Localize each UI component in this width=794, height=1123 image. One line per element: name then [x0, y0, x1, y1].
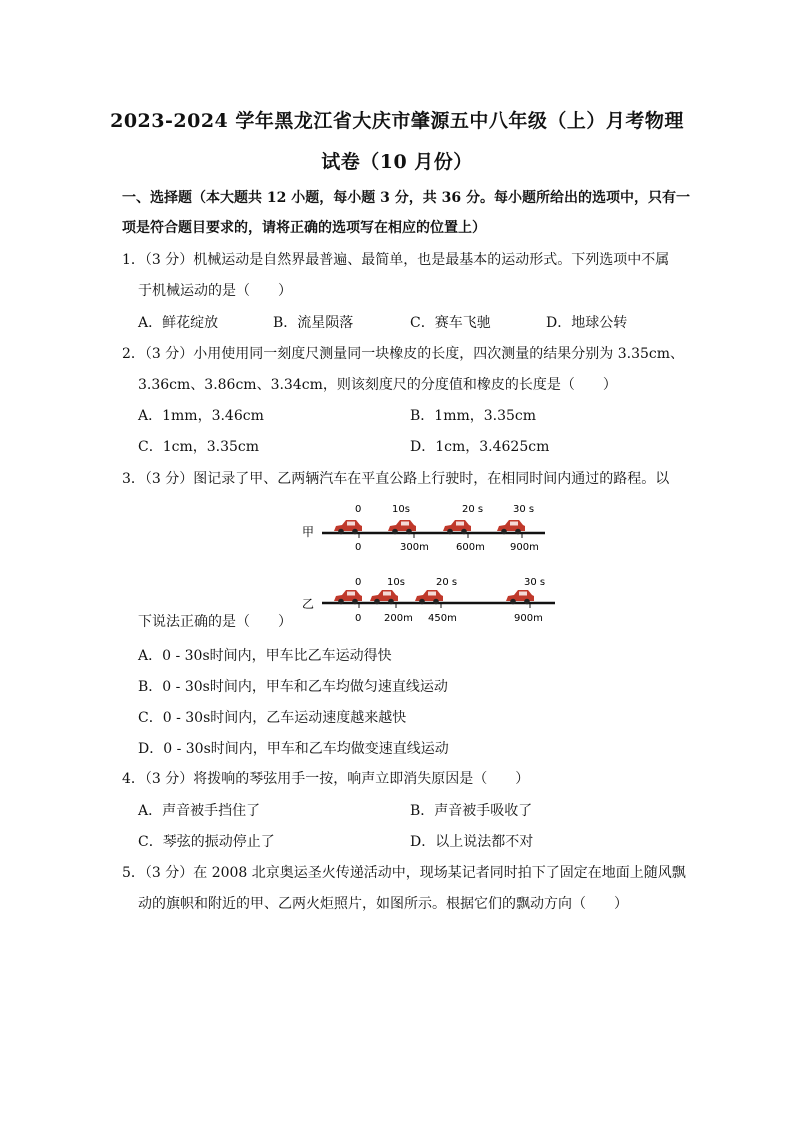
question-1-stem-line1: 1．（3 分）机械运动是自然界最普遍、最简单，也是最基本的运动形式。下列选项中不属 — [122, 252, 670, 268]
section-header-line2: 项是符合题目要求的，请将正确的选项写在相应的位置上） — [122, 220, 486, 236]
question-1-option-a: A．鲜花绽放 — [138, 315, 219, 331]
question-2-stem-line1: 2．（3 分）小用使用同一刻度尺测量同一块橡皮的长度，四次测量的结果分别为 3.35cm、 — [122, 346, 685, 362]
exam-title-line2: 试卷（10 月份） — [321, 151, 473, 173]
jia-dist-900: 900m — [510, 542, 539, 553]
question-3-stem-line1: 3．（3 分）图记录了甲、乙两辆汽车在平直公路上行驶时，在相同时间内通过的路程。以 — [122, 471, 670, 487]
yi-time-30: 30 s — [524, 577, 546, 588]
question-3-option-b: B．0 - 30s时间内，甲车和乙车均做匀速直线运动 — [138, 679, 448, 695]
question-2-option-c: C．1cm，3.35cm — [138, 439, 260, 455]
question-3-option-c: C．0 - 30s时间内，乙车运动速度越来越快 — [138, 710, 407, 726]
question-4-option-b: B．声音被手吸收了 — [410, 803, 533, 819]
question-3-option-a: A．0 - 30s时间内，甲车比乙车运动得快 — [138, 648, 392, 664]
question-4-option-a: A．声音被手挡住了 — [138, 803, 261, 819]
car-motion-figure — [0, 497, 794, 627]
jia-dist-300: 300m — [400, 542, 429, 553]
yi-time-20: 20 s — [436, 577, 458, 588]
jia-time-0: 0 — [355, 504, 362, 515]
jia-time-10: 10s — [392, 504, 410, 515]
exam-title-line1: 2023-2024 学年黑龙江省大庆市肇源五中八年级（上）月考物理 — [110, 110, 684, 132]
question-3-stem-line2: 下说法正确的是（ ） — [138, 614, 292, 630]
yi-time-0: 0 — [355, 577, 362, 588]
question-3-option-d: D．0 - 30s时间内，甲车和乙车均做变速直线运动 — [138, 741, 449, 757]
question-2-option-d: D．1cm，3.4625cm — [410, 439, 550, 455]
section-header-line1: 一、选择题（本大题共 12 小题，每小题 3 分，共 36 分。每小题所给出的选项中，只有一 — [122, 190, 690, 206]
question-5-stem-line1: 5．（3 分）在 2008 北京奥运圣火传递活动中，现场某记者同时拍下了固定在地面上随风飘 — [122, 865, 686, 881]
yi-dist-450: 450m — [428, 613, 457, 624]
question-1-stem-line2: 于机械运动的是（ ） — [138, 283, 292, 299]
question-4-stem-line1: 4．（3 分）将拨响的琴弦用手一按，响声立即消失原因是（ ） — [122, 771, 530, 787]
car-jia-label: 甲 — [302, 525, 315, 539]
question-5-stem-line2: 动的旗帜和附近的甲、乙两火炬照片，如图所示。根据它们的飘动方向（ ） — [138, 896, 628, 912]
question-2-stem-line2: 3.36cm、3.86cm、3.34cm，则该刻度尺的分度值和橡皮的长度是（ ） — [138, 377, 617, 393]
yi-dist-200: 200m — [384, 613, 413, 624]
question-4-option-d: D．以上说法都不对 — [410, 834, 534, 850]
question-2-option-b: B．1mm，3.35cm — [410, 408, 537, 424]
question-1-option-c: C．赛车飞驰 — [410, 315, 491, 331]
question-2-option-a: A．1mm，3.46cm — [138, 408, 264, 424]
question-4-option-c: C．琴弦的振动停止了 — [138, 834, 275, 850]
question-1-option-d: D．地球公转 — [546, 315, 628, 331]
car-yi-label: 乙 — [302, 597, 315, 611]
jia-time-20: 20 s — [462, 504, 484, 515]
yi-dist-0: 0 — [355, 613, 362, 624]
yi-time-10: 10s — [387, 577, 405, 588]
jia-time-30: 30 s — [513, 504, 535, 515]
jia-dist-0: 0 — [355, 542, 362, 553]
yi-dist-900: 900m — [514, 613, 543, 624]
question-1-option-b: B．流星陨落 — [273, 315, 354, 331]
jia-dist-600: 600m — [456, 542, 485, 553]
